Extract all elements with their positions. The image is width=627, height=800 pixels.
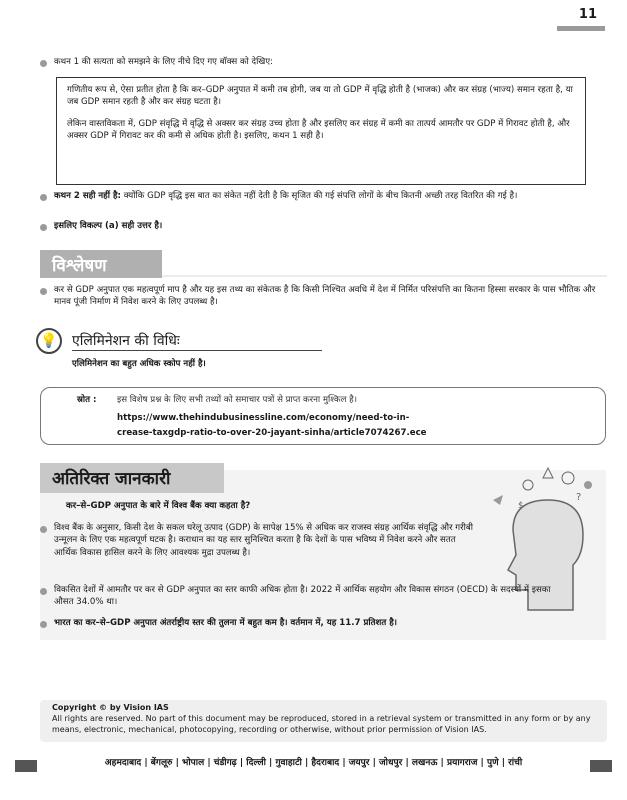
city-bar [15, 757, 612, 775]
extra-bullet-1-text: विश्व बैंक के अनुसार, किसी देश के सकल घरेलू उत्पाद (GDP) के सापेक्ष 15% से अधिक कर राजस्व संग्रह आर्थिक संवृद्धि और गरीबी उन्मूलन के लिए एक महत्वपूर्ण घटक है। कराधान का यह स्तर सुनिश्चित करता है कि देशों के पास भविष्य में निवेश करने और सतत आर्थिक विकास हासिल करने के लिए आवश्यक मुद्रा उपलब्ध है। [54, 523, 474, 558]
extra-bullet-3-text: भारत का कर–से–GDP अनुपात अंतर्राष्ट्रीय स्तर की तुलना में बहुत कम है। वर्तमान में, यह 11.7 प्रतिशत है। [54, 618, 398, 628]
answer-text: इसलिए विकल्प (a) सही उत्तर है। [54, 221, 163, 231]
source-url-line-1[interactable]: https://www.thehindubusinessline.com/economy/need-to-in- [117, 413, 410, 423]
city-bar-right-block [590, 760, 612, 772]
bullet-icon [40, 588, 47, 595]
source-label: स्रोत : [77, 395, 97, 405]
footer-copyright: Copyright © by Vision IAS [52, 703, 169, 712]
extra-bullet-2-text: विकसित देशों में आमतौर पर कर से GDP अनुपात का स्तर काफी अधिक होता है। 2022 में आर्थिक सहयोग और विकास संगठन (OECD) के सदस्यों में इसका औसत 34.0% था। [54, 585, 551, 608]
svg-text:?: ? [576, 492, 582, 503]
box-paragraph-2: लेकिन वास्तविकता में, GDP संवृद्धि में वृद्धि से अक्सर कर संग्रह उच्च होता है और इसलिए कर संग्रह में कमी का तात्पर्य आमतौर पर GDP में गिरावट होती है, और अक्सर GDP में गिरावट कर की कमी से अधिक होती है। इसलिए, कथन 1 सही है। [67, 118, 570, 142]
bullet-icon [40, 194, 47, 201]
statement-2-label: कथन 2 सही नहीं है: [54, 191, 121, 201]
section-divider [162, 275, 607, 277]
intro-bullet [40, 56, 600, 68]
copyright-footer [40, 700, 607, 742]
bulb-icon: 💡 [36, 328, 62, 354]
box-paragraph-1: गणितीय रूप से, ऐसा प्रतीत होता है कि कर–GDP अनुपात में कमी तब होगी, जब या तो GDP में वृद्धि होती है (भाजक) और कर संग्रह (भाज्य) समान रहता है, या जब GDP समान रहती है और कर संग्रह घटता है। [67, 85, 573, 108]
bullet-icon [40, 621, 47, 628]
bullet-icon [40, 224, 47, 231]
bullet-icon [40, 60, 47, 67]
bullet-icon [40, 526, 47, 533]
bullet-icon [40, 288, 47, 295]
explanation-box [56, 77, 586, 185]
analysis-bullet [40, 284, 600, 309]
city-list: अहमदाबाद | बेंगलूरु | भोपाल | चंडीगढ़ | दिल्ली | गुवाहाटी | हैदराबाद | जयपुर | जोधपुर | लखनऊ | प्रयागराज | पुणे | रांची [104, 758, 523, 768]
elimination-heading: एलिमिनेशन की विधिः [72, 333, 180, 349]
statement-2-bullet [40, 190, 600, 202]
elimination-underline [72, 350, 322, 351]
city-bar-left-block [15, 760, 37, 772]
source-text: इस विशेष प्रश्न के लिए सभी तथ्यों को समाचार पत्रों से प्राप्त करना मुश्किल है। [117, 395, 357, 405]
page-number: 11 [578, 7, 597, 22]
statement-2-text: क्योंकि GDP वृद्धि इस बात का संकेत नहीं देती है कि सृजित की गई संपत्ति लोगों के बीच कितनी अच्छी तरह वितरित की गई है। [120, 191, 518, 201]
source-box [40, 387, 606, 445]
elimination-text: एलिमिनेशन का बहुत अधिक स्कोप नहीं है। [72, 359, 206, 369]
answer-bullet [40, 220, 600, 232]
extra-info-question: कर–से–GDP अनुपात के बारे में विश्व बैंक क्या कहता है? [66, 501, 251, 511]
extra-bullet-1 [40, 522, 480, 559]
footer-rights: All rights are reserved. No part of this document may be reproduced, stored in a retrieval system or transmitted in any form or by any means, electronic, mechanical, photocopying, recording or otherwise, without prior permission of Vision IAS. [52, 713, 591, 734]
page-number-bar [557, 26, 605, 31]
extra-bullet-3 [40, 617, 600, 629]
extra-bullet-2 [40, 584, 560, 609]
analysis-text: कर से GDP अनुपात एक महत्वपूर्ण माप है और यह इस तथ्य का संकेतक है कि किसी निश्चित अवधि में देश में निर्मित परिसंपत्ति का कितना हिस्सा सरकार के पास भौतिक और मानव पूंजी निर्माण में निवेश करने के लिए उपलब्ध है। [54, 285, 596, 308]
source-url-line-2[interactable]: crease-taxgdp-ratio-to-over-20-jayant-sinha/article7074267.ece [117, 428, 427, 438]
extra-info-heading: अतिरिक्त जानकारी [40, 463, 224, 493]
svg-text:$: $ [518, 501, 524, 511]
intro-bullet-text: कथन 1 की सत्यता को समझने के लिए नीचे दिए गए बॉक्स को देखिए: [54, 57, 273, 67]
analysis-heading: विश्लेषण [40, 250, 162, 278]
